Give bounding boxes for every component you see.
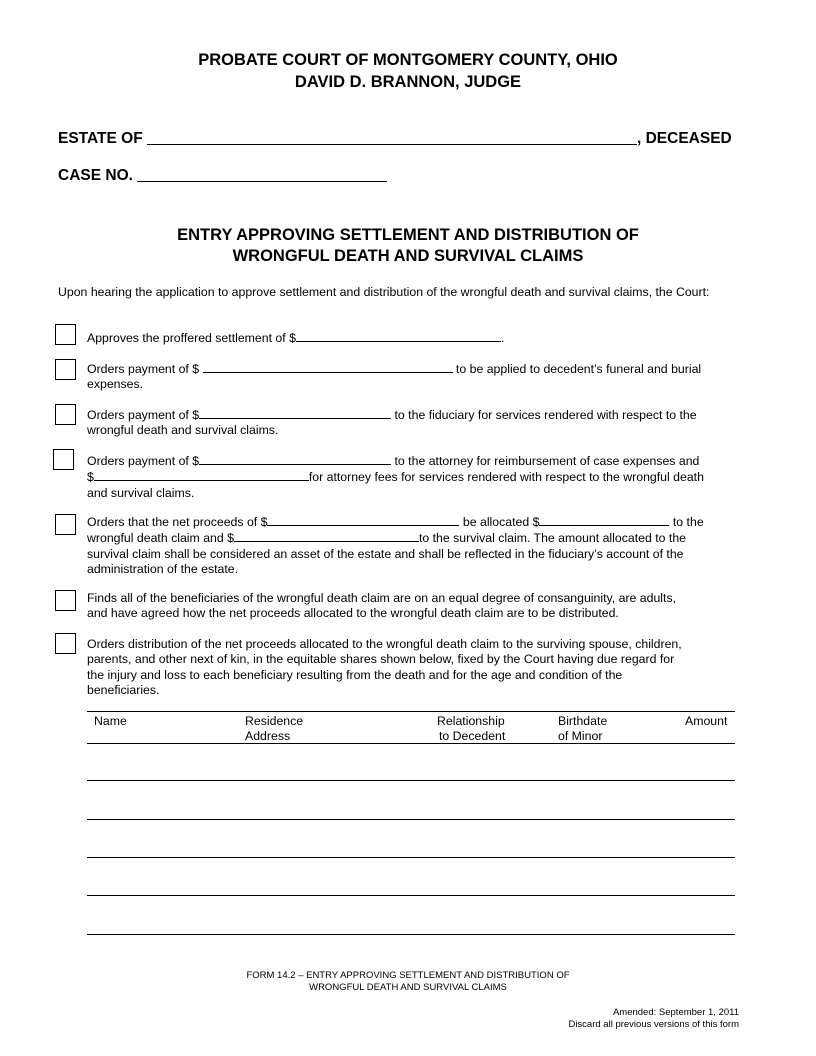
beneficiary-row-1[interactable] xyxy=(87,780,735,781)
form-number-line2: WRONGFUL DEATH AND SURVIVAL CLAIMS xyxy=(309,982,507,993)
estate-line xyxy=(58,130,732,148)
discard-notice: Discard all previous versions of this form xyxy=(568,1019,739,1030)
beneficiary-row-3[interactable] xyxy=(87,857,735,858)
settlement-amount-field[interactable] xyxy=(296,330,501,342)
case-number-field[interactable] xyxy=(137,181,387,182)
amended-date: Amended: September 1, 2011 xyxy=(612,1007,739,1018)
form-title-line2: WRONGFUL DEATH AND SURVIVAL CLAIMS xyxy=(232,247,584,265)
col-birthdate-2: of Minor xyxy=(558,729,603,743)
form-number-line1: FORM 14.2 – ENTRY APPROVING SETTLEMENT AND DISTRIBUTION OF xyxy=(246,970,570,981)
funeral-amount-field[interactable] xyxy=(203,361,453,373)
case-label: CASE NO. xyxy=(58,167,133,184)
col-name: Name xyxy=(94,714,127,728)
item-approve-settlement: Approves the proffered settlement of $ . xyxy=(87,331,505,345)
col-relationship: Relationship xyxy=(437,714,505,728)
item-fiduciary-payment: Orders payment of $ to the fiduciary for services rendered with respect to the wrongful death and survival claims. xyxy=(87,408,697,438)
col-birthdate: Birthdate xyxy=(558,714,608,728)
fiduciary-payment-checkbox[interactable] xyxy=(55,404,76,425)
estate-label: ESTATE OF xyxy=(58,130,143,147)
item-funeral-payment: Orders payment of $ to be applied to decedent’s funeral and burial expenses. xyxy=(87,362,702,392)
approve-settlement-checkbox[interactable] xyxy=(55,324,76,345)
col-residence-2: Address xyxy=(245,729,291,743)
table-top-rule xyxy=(87,711,735,712)
beneficiary-row-4[interactable] xyxy=(87,895,735,896)
court-name: PROBATE COURT OF MONTGOMERY COUNTY, OHIO xyxy=(198,51,618,69)
attorney-expenses-field[interactable] xyxy=(199,453,391,465)
deceased-label: , DECEASED xyxy=(637,130,732,147)
item-equal-consanguinity: Finds all of the beneficiaries of the wrongful death claim are on an equal degree of consanguinity, are adults, and have agreed how the net proceeds allocated to the wrongful death claim are to be distributed. xyxy=(87,591,677,621)
equal-consanguinity-checkbox[interactable] xyxy=(55,590,76,611)
wrongful-death-allocation-field[interactable] xyxy=(539,514,669,526)
attorney-payment-checkbox[interactable] xyxy=(53,449,74,470)
item-attorney-payment: Orders payment of $ to the attorney for reimbursement of case expenses and $ for attorney fees for services rendered with respect to the wrongful death and survival claims. xyxy=(87,454,704,500)
equitable-distribution-checkbox[interactable] xyxy=(55,633,76,654)
judge-name: DAVID D. BRANNON, JUDGE xyxy=(294,73,522,91)
net-proceeds-field[interactable] xyxy=(267,514,459,526)
funeral-payment-checkbox[interactable] xyxy=(55,359,76,380)
form-title-line1: ENTRY APPROVING SETTLEMENT AND DISTRIBUTION OF xyxy=(177,226,639,244)
col-amount: Amount xyxy=(685,714,728,728)
col-residence: Residence xyxy=(245,714,304,728)
intro-paragraph: Upon hearing the application to approve settlement and distribution of the wrongful death and survival claims, the Court: xyxy=(58,285,710,299)
net-proceeds-checkbox[interactable] xyxy=(55,514,76,535)
item-net-proceeds: Orders that the net proceeds of $ be allocated $ to the wrongful death claim and $ to the survival claim. The amount allocated to the survival claim shall be considered an asset of the estate and shall be reflected in the fiduciary’s account of the administration of the estate. xyxy=(87,515,704,576)
beneficiary-row-5[interactable] xyxy=(87,934,735,935)
attorney-fees-field[interactable] xyxy=(94,469,309,481)
beneficiary-row-2[interactable] xyxy=(87,819,735,820)
case-line xyxy=(58,167,387,185)
item-equitable-distribution: Orders distribution of the net proceeds allocated to the wrongful death claim to the surviving spouse, children, parents, and other next of kin, in the equitable shares shown below, fixed by the Court having due regard for the injury and loss to each beneficiary resulting from the death and for the age and condition of the beneficiaries. xyxy=(87,637,682,697)
survival-allocation-field[interactable] xyxy=(234,530,419,542)
table-header-rule xyxy=(87,743,735,744)
estate-name-field[interactable] xyxy=(147,144,637,145)
col-relationship-2: to Decedent xyxy=(439,729,506,743)
fiduciary-amount-field[interactable] xyxy=(199,407,391,419)
